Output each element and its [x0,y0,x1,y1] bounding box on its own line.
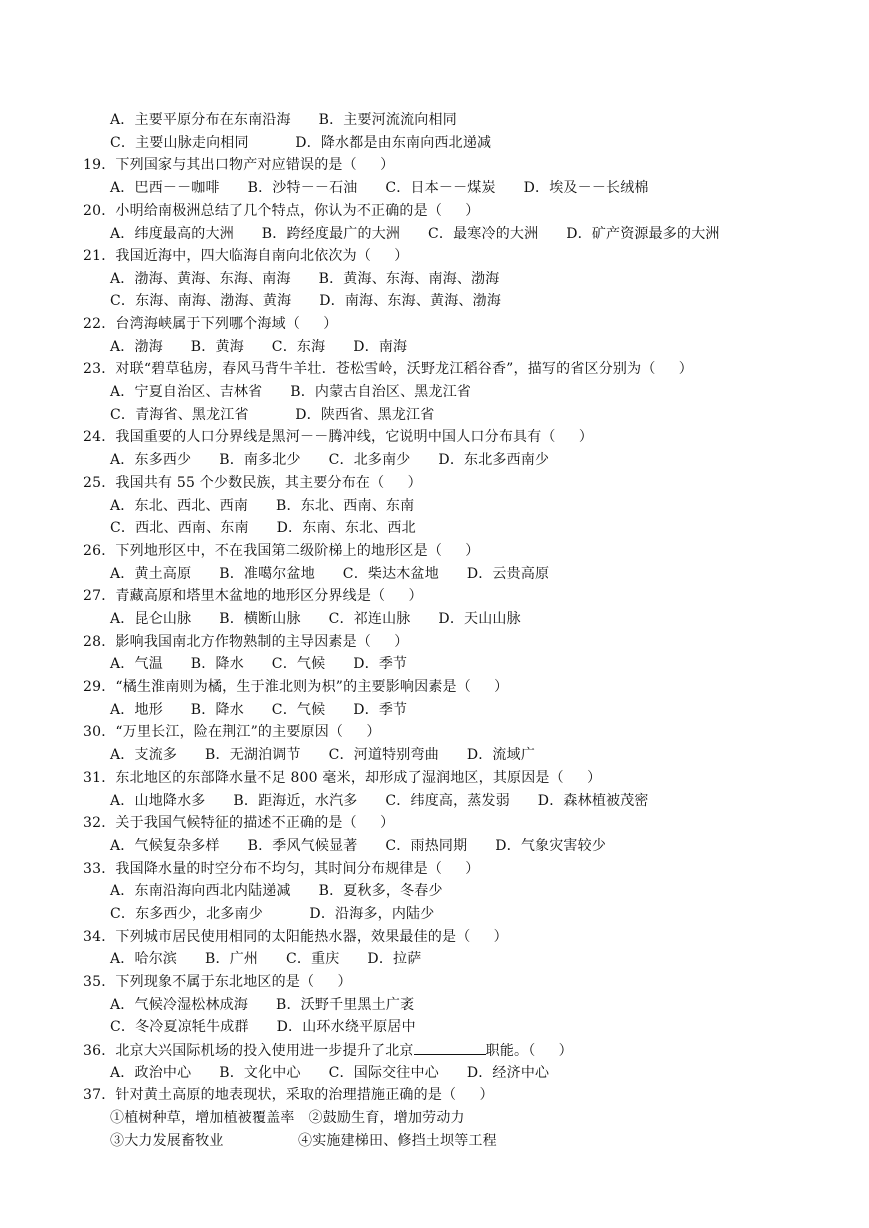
q36-answer-blank [414,1040,486,1055]
q21-stem: 21．我国近海中，四大临海自南向北依次为（ ） [83,248,409,264]
q19-options-row-1: A．巴西－－咖啡 B．沙特－－石油 C．日本－－煤炭 D．埃及－－长绒棉 [110,180,649,196]
q21-options-row-2: C．东海、南海、渤海、黄海 D．南海、东海、黄海、渤海 [110,293,502,309]
q25-options-row-2: C．西北、西南、东南 D．东南、东北、西北 [110,520,416,536]
q35-options-row-1: A．气候冷湿松林成海 B．沃野千里黑土广袤 [110,997,415,1013]
q29-stem: 29．“橘生淮南则为橘，生于淮北则为枳”的主要影响因素是（ ） [83,679,509,695]
q33-options-row-2: C．东多西少，北多南少 D．沿海多，内陆少 [110,906,435,922]
q37-stem: 37．针对黄土高原的地表现状，采取的治理措施正确的是（ ） [83,1087,494,1103]
q27-stem: 27．青藏高原和塔里木盆地的地形区分界线是（ ） [83,588,423,604]
q23-options-row-2: C．青海省、黑龙江省 D．陕西省、黑龙江省 [110,407,435,423]
q34-stem: 34．下列城市居民使用相同的太阳能热水器，效果最佳的是（ ） [83,929,508,945]
q27-options-row-1: A．昆仑山脉 B．横断山脉 C．祁连山脉 D．天山山脉 [110,611,521,627]
q30-stem: 30．“万里长江，险在荆江”的主要原因（ ） [83,724,381,740]
q37-options-row-2: ③大力发展畜牧业 ④实施建梯田、修挡土坝等工程 [110,1133,497,1149]
q35-stem: 35．下列现象不属于东北地区的是（ ） [83,974,352,990]
q25-stem: 25．我国共有 55 个少数民族，其主要分布在（ ） [83,475,422,491]
q36-stem [83,1040,573,1060]
q35-options-row-2: C．冬冷夏凉牦牛成群 D．山环水绕平原居中 [110,1019,416,1035]
q33-options-row-1: A．东南沿海向西北内陆递减 B．夏秋多，冬春少 [110,883,443,899]
q22-stem: 22．台湾海峡属于下列哪个海域（ ） [83,316,338,332]
q20-stem: 20．小明给南极洲总结了几个特点，你认为不正确的是（ ） [83,203,480,219]
q23-stem: 23．对联“碧草毡房，春风马背牛羊壮．苍松雪岭，沃野龙江稻谷香”，描写的省区分别为（ ） [83,361,693,377]
q29-options-row-1: A．地形 B．降水 C．气候 D．季节 [110,702,408,718]
q26-stem: 26．下列地形区中，不在我国第二级阶梯上的地形区是（ ） [83,543,480,559]
q28-stem: 28．影响我国南北方作物熟制的主导因素是（ ） [83,634,409,650]
q36-stem-after: 职能。（ ） [485,1043,573,1059]
q36-options-row-1: A．政治中心 B．文化中心 C．国际交往中心 D．经济中心 [110,1065,550,1081]
q31-stem: 31．东北地区的东部降水量不足 800 毫米，却形成了湿润地区，其原因是（ ） [83,770,602,786]
q26-options-row-1: A．黄土高原 B．准噶尔盆地 C．柴达木盆地 D．云贵高原 [110,566,550,582]
q32-stem: 32．关于我国气候特征的描述不正确的是（ ） [83,815,395,831]
q21-options-row-1: A．渤海、黄海、东海、南海 B．黄海、东海、南海、渤海 [110,271,500,287]
q25-options-row-1: A．东北、西北、西南 B．东北、西南、东南 [110,498,415,514]
q36-stem-before: 36．北京大兴国际机场的投入使用进一步提升了北京 [83,1043,414,1059]
q33-stem: 33．我国降水量的时空分布不均匀，其时间分布规律是（ ） [83,861,480,877]
q18-options-row-2: C．主要山脉走向相同 D．降水都是由东南向西北递减 [110,135,492,151]
q20-options-row-1: A．纬度最高的大洲 B．跨经度最广的大洲 C．最寒冷的大洲 D．矿产资源最多的大洲 [110,226,720,242]
q23-options-row-1: A．宁夏自治区、吉林省 B．内蒙古自治区、黑龙江省 [110,384,472,400]
q32-options-row-1: A．气候复杂多样 B．季风气候显著 C．雨热同期 D．气象灾害较少 [110,838,607,854]
q31-options-row-1: A．山地降水多 B．距海近，水汽多 C．纬度高，蒸发弱 D．森林植被茂密 [110,793,649,809]
q34-options-row-1: A．哈尔滨 B．广州 C．重庆 D．拉萨 [110,951,422,967]
q18-options-row-1: A．主要平原分布在东南沿海 B．主要河流流向相同 [110,112,457,128]
q22-options-row-1: A．渤海 B．黄海 C．东海 D．南海 [110,339,408,355]
q30-options-row-1: A．支流多 B．无湖泊调节 C．河道特别弯曲 D．流域广 [110,747,536,763]
q28-options-row-1: A．气温 B．降水 C．气候 D．季节 [110,656,408,672]
q19-stem: 19．下列国家与其出口物产对应错误的是（ ） [83,157,395,173]
q37-options-row-1: ①植树种草，增加植被覆盖率 ②鼓励生育，增加劳动力 [110,1110,465,1126]
q24-stem: 24．我国重要的人口分界线是黑河－－腾冲线，它说明中国人口分布具有（ ） [83,429,594,445]
q24-options-row-1: A．东多西少 B．南多北少 C．北多南少 D．东北多西南少 [110,452,550,468]
